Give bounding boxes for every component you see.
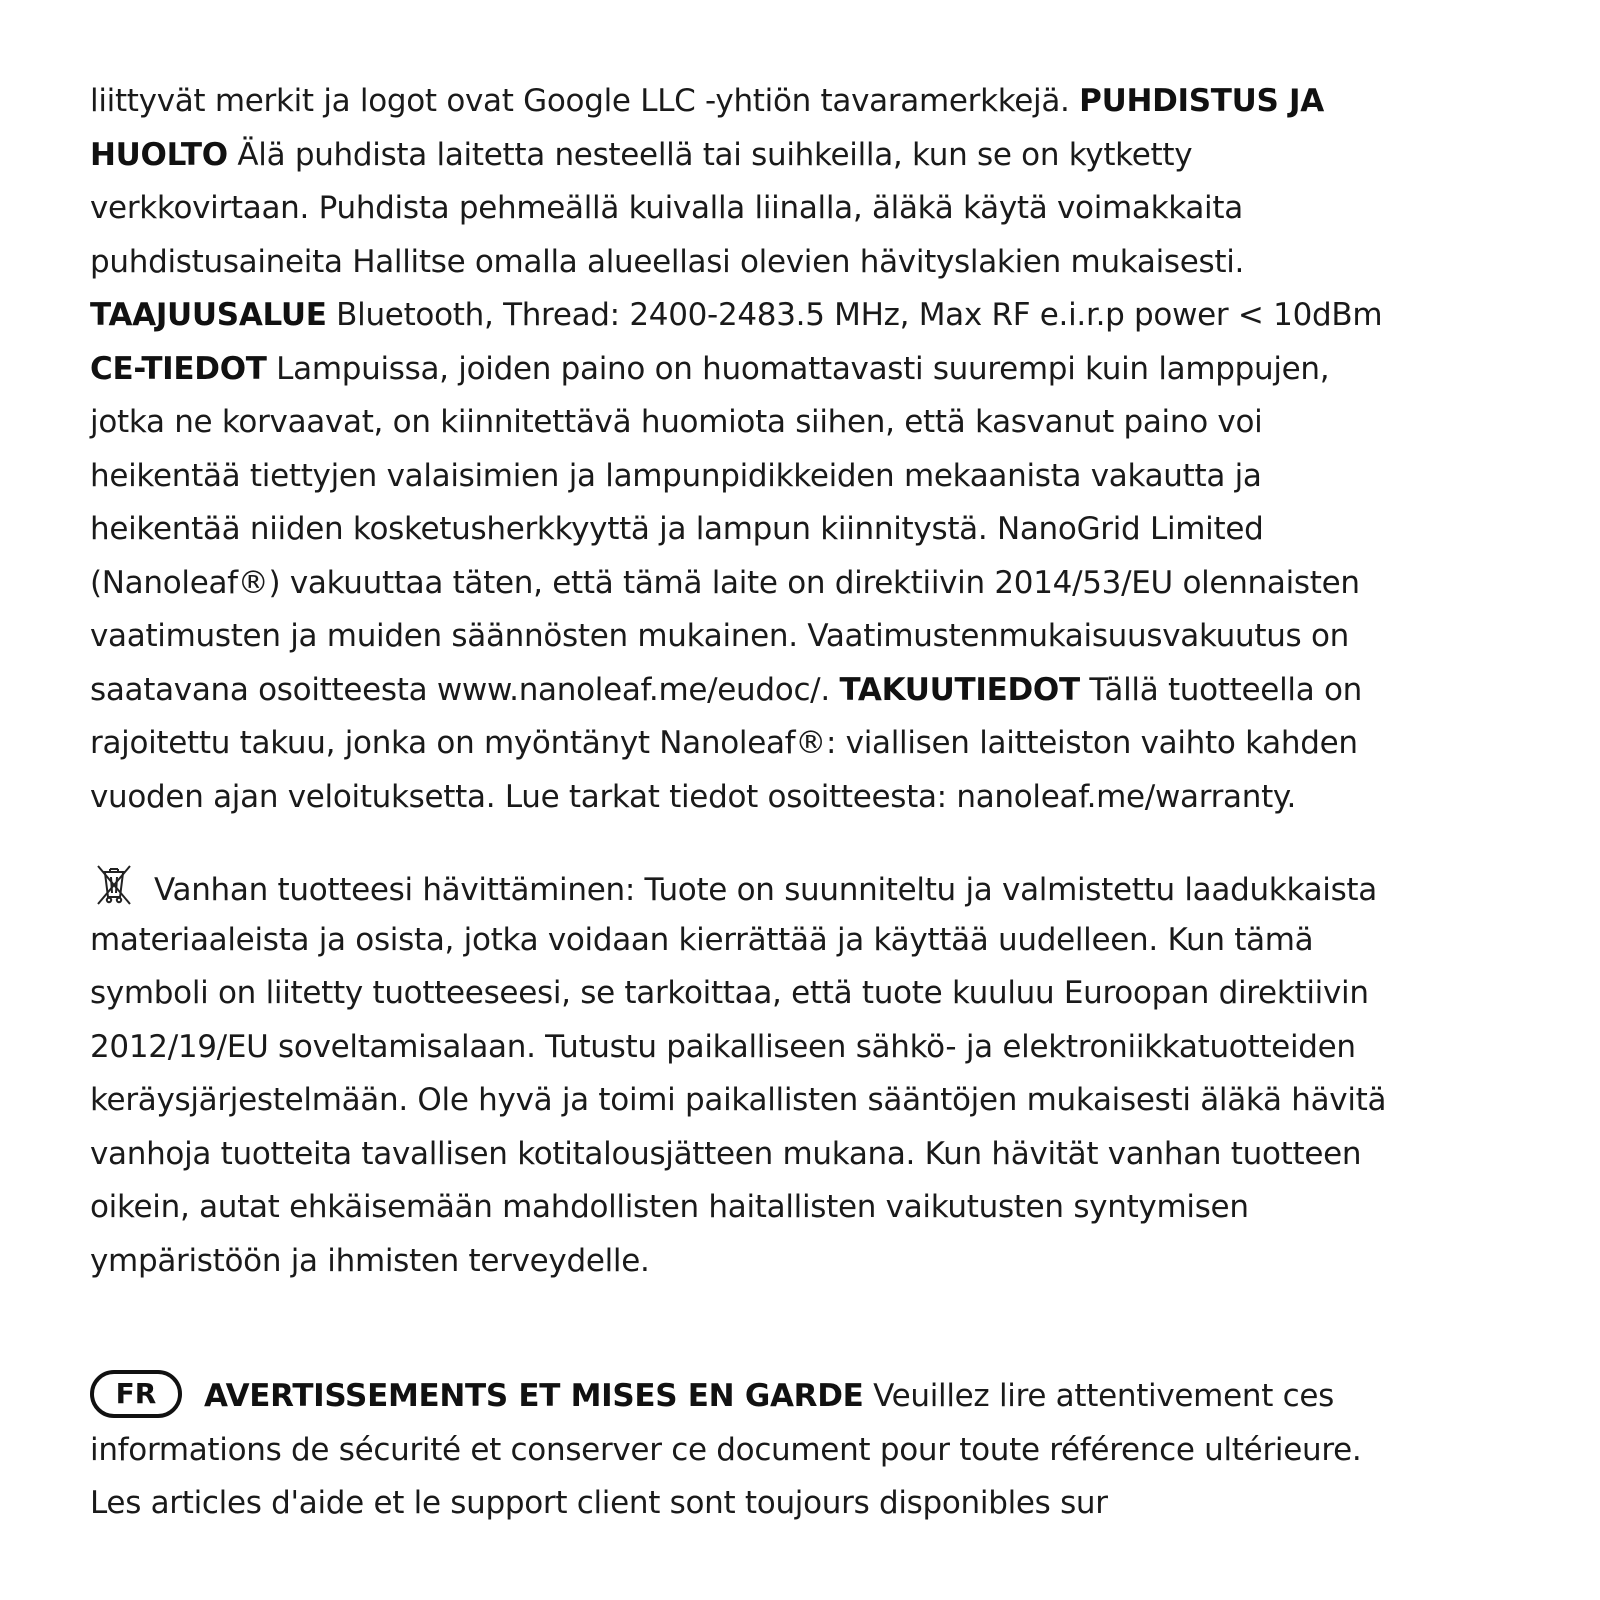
- language-badge-fr: FR: [90, 1370, 182, 1418]
- text-line: heikentää niiden kosketusherkkyyttä ja lampun kiinnitystä. NanoGrid Limited: [90, 511, 1264, 547]
- text-line: CE-TIEDOT Lampuissa, joiden paino on huomattavasti suurempi kuin lamppujen,: [90, 350, 1330, 387]
- finnish-section: [90, 75, 1530, 824]
- heading-warnings: AVERTISSEMENTS ET MISES EN GARDE: [204, 1378, 864, 1414]
- text-line: vaatimusten ja muiden säännösten mukainen. Vaatimustenmukaisuusvakuutus on: [90, 618, 1349, 654]
- text-line: materiaaleista ja osista, jotka voidaan kierrättää ja käyttää uudelleen. Kun tämä: [90, 921, 1314, 958]
- text-line: liittyvät merkit ja logot ovat Google LLC -yhtiön tavaramerkkejä. PUHDISTUS JA: [90, 83, 1324, 119]
- text-line: symboli on liitetty tuotteeseesi, se tarkoittaa, että tuote kuuluu Euroopan direktiivin: [90, 975, 1369, 1011]
- text-line: TAAJUUSALUE Bluetooth, Thread: 2400-2483.5 MHz, Max RF e.i.r.p power < 10dBm: [90, 297, 1383, 333]
- text-line: Les articles d'aide et le support client sont toujours disponibles sur: [90, 1485, 1108, 1521]
- text-line: rajoitettu takuu, jonka on myöntänyt Nanoleaf®: viallisen laitteiston vaihto kahden: [90, 725, 1358, 761]
- heading-cleaning-maintenance: PUHDISTUS JA: [1079, 83, 1324, 119]
- text-line: 2012/19/EU soveltamisalaan. Tutustu paikalliseen sähkö- ja elektroniikkatuotteiden: [90, 1028, 1356, 1065]
- text-line: HUOLTO Älä puhdista laitetta nesteellä tai suihkeilla, kun se on kytketty: [90, 136, 1193, 173]
- text-line: keräysjärjestelmään. Ole hyvä ja toimi paikallisten sääntöjen mukaisesti äläkä hävitä: [90, 1082, 1387, 1118]
- text-line: informations de sécurité et conserver ce document pour toute référence ultérieure.: [90, 1431, 1362, 1468]
- text-line: heikentää tiettyjen valaisimien ja lampunpidikkeiden mekaanista vakautta ja: [90, 457, 1262, 494]
- text-line: Vanhan tuotteesi hävittäminen: Tuote on suunniteltu ja valmistettu laadukkaista: [90, 860, 1530, 914]
- heading-ce-info: CE-TIEDOT: [90, 350, 267, 387]
- text-line: puhdistusaineita Hallitse omalla alueellasi olevien hävityslakien mukaisesti.: [90, 243, 1245, 280]
- crossed-out-wheelie-bin-icon: [90, 860, 138, 908]
- text-line: verkkovirtaan. Puhdista pehmeällä kuivalla liinalla, äläkä käytä voimakkaita: [90, 190, 1243, 226]
- heading-frequency-range: TAAJUUSALUE: [90, 297, 327, 333]
- document-page: [90, 75, 1530, 1531]
- disposal-section: [90, 860, 1530, 1288]
- text-line: oikein, autat ehkäisemään mahdollisten haitallisten vaikutusten syntymisen: [90, 1189, 1249, 1225]
- text-line: vanhoja tuotteita tavallisen kotitalousjätteen mukana. Kun hävität vanhan tuotteen: [90, 1135, 1362, 1172]
- french-section: [90, 1370, 1530, 1531]
- text-line: (Nanoleaf®) vakuuttaa täten, että tämä laite on direktiivin 2014/53/EU olennaisten: [90, 564, 1360, 601]
- heading-cleaning-maintenance-cont: HUOLTO: [90, 136, 228, 173]
- text-line: saatavana osoitteesta www.nanoleaf.me/eudoc/. TAKUUTIEDOT Tällä tuotteella on: [90, 671, 1362, 708]
- text-line: FR AVERTISSEMENTS ET MISES EN GARDE Veuillez lire attentivement ces: [90, 1370, 1530, 1424]
- text-line: vuoden ajan veloituksetta. Lue tarkat tiedot osoitteesta: nanoleaf.me/warranty.: [90, 778, 1297, 815]
- text-line: ympäristöön ja ihmisten terveydelle.: [90, 1242, 650, 1279]
- text-line: jotka ne korvaavat, on kiinnitettävä huomiota siihen, että kasvanut paino voi: [90, 404, 1263, 440]
- heading-warranty-info: TAKUUTIEDOT: [839, 671, 1080, 708]
